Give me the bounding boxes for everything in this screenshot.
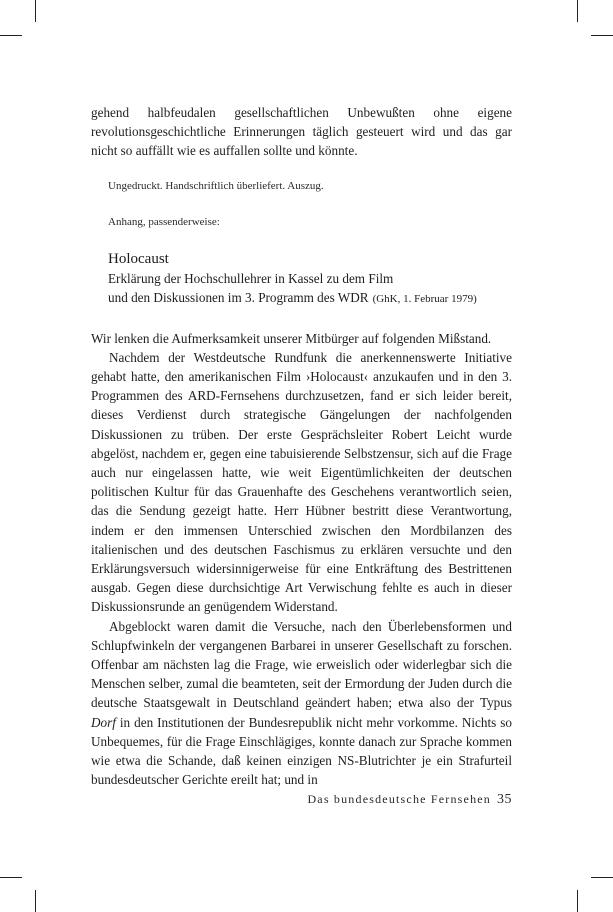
paragraph-3-part-b: in den Institutionen der Bundesrepublik nicht mehr vorkomme. Nichts so Unbequemes, für die Frage Einschlägiges, konnte danach zur Sprache kommen wie etwa die Schande, daß keinen einzigen NS-Blutrichter je ein Strafurteil bundesdeutscher Gerichte ereilt hat; und in <box>91 714 512 788</box>
source-citation: (GhK, 1. Februar 1979) <box>372 292 477 305</box>
running-footer <box>307 792 512 808</box>
crop-mark <box>591 35 613 36</box>
crop-mark <box>0 877 22 878</box>
crop-mark <box>577 890 578 912</box>
paragraph-1: Wir lenken die Aufmerksamkeit unserer Mitbürger auf folgenden Mißstand. <box>91 330 492 346</box>
paragraph-3 <box>91 617 512 790</box>
crop-mark <box>35 0 36 22</box>
page-number: 35 <box>497 792 512 807</box>
crop-mark <box>35 890 36 912</box>
page-body <box>91 103 512 789</box>
intro-paragraph: gehend halbfeudalen gesellschaftlichen Unbewußten ohne eigene revolutionsgeschichtliche Erinnerungen täglich gesteuert wird und das gar nicht so auffällt wie es auffallen sollte und könnte. <box>91 105 512 159</box>
section-title: Holocaust <box>108 250 169 267</box>
section-heading <box>108 250 512 309</box>
note-appendix: Anhang, passenderweise: <box>108 215 220 228</box>
paragraph-2: Nachdem der Westdeutsche Rundfunk die anerkennenswerte Initiative gehabt hatte, den amerikanischen Film ›Holocaust‹ anzukaufen und in den 3. Programmen des ARD-Fernsehens durchzusetzen, fand er sich leider bereit, dieses Verdienst durch strategische Gängelungen der nachfolgenden Diskussionen zu trüben. Der erste Gesprächsleiter Robert Leicht wurde abgelöst, nachdem er, gegen eine tabuisierende Selbstzensur, sich auf die Frage auch nur eingelassen hatte, wie weit Eigentümlichkeiten der deutschen politischen Kultur für das Grauenhafte des Geschehens verantwortlich seien, das die Sendung gezeigt hatte. Herr Hübner bestritt diese Verantwortung, indem er den immensen Unterschied zwischen den Mordbilanzen des italienischen und des deutschen Faschismus zu erklären versuchte und den Erklärungsversuch widersinnigerweise für eine Entkräftung des Bestrittenen ausgab. Gegen diese durchsichtige Art Verwischung fehlte es auch in dieser Diskussionsrunde an genügendem Widerstand. <box>91 349 512 615</box>
emphasis-dorf: Dorf <box>91 714 116 730</box>
note-unpublished: Ungedruckt. Handschriftlich überliefert. Auszug. <box>108 179 324 192</box>
crop-mark <box>0 35 22 36</box>
subtitle-text: und den Diskussionen im 3. Programm des WDR <box>108 289 369 305</box>
paragraph-3-part-a: Abgeblockt waren damit die Versuche, nach den Überlebensformen und Schlupfwinkeln der vergangenen Barbarei in unserer Gesellschaft zu forschen. Offenbar am nächsten lag die Frage, wie erweislich oder widerlegbar sich die Menschen selber, zumal die beamteten, seit der Ermordung der Juden durch die deutsche Staatsgewalt in Deutschland geändert haben; etwa also der Typus <box>91 618 512 711</box>
section-subtitle-line2 <box>108 288 512 309</box>
crop-mark <box>577 0 578 22</box>
crop-mark <box>591 877 613 878</box>
running-title: Das bundesdeutsche Fernsehen <box>307 792 491 806</box>
section-subtitle-line1: Erklärung der Hochschullehrer in Kassel zu dem Film <box>108 270 394 286</box>
